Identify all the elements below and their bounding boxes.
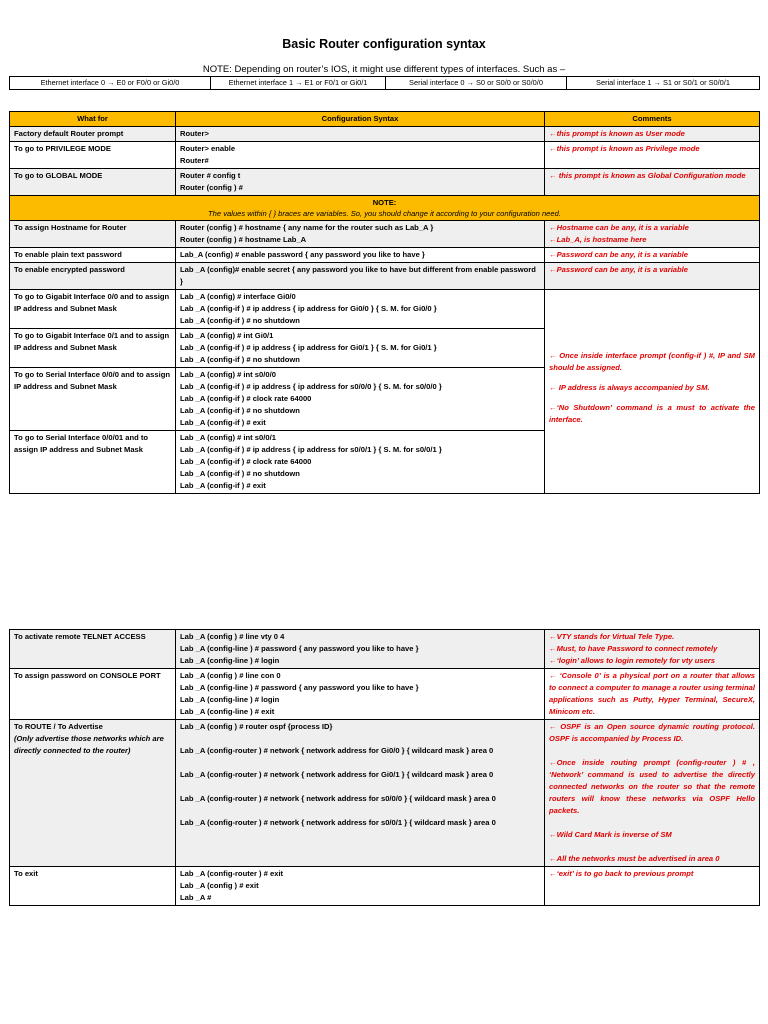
interface-cell: Serial interface 0 → S0 or S0/0 or S0/0/0 — [386, 77, 567, 90]
what-label: To go to Gigabit Interface 0/1 and to assign IP address and Subnet Mask — [14, 331, 170, 352]
what-cell — [10, 720, 176, 867]
table-row — [10, 169, 760, 196]
syntax-line: Lab _A (config) # int s0/0/0 — [180, 370, 276, 379]
what-label: To enable encrypted password — [14, 265, 125, 274]
comment-cell — [545, 169, 760, 196]
comment-line: ←Password can be any, it is a variable — [549, 265, 688, 274]
comment-line: ←‘No Shutdown’ command is a must to activate the interface. — [549, 402, 755, 424]
syntax-line: Router # config t — [180, 171, 241, 180]
syntax-line: Lab _A (config-if ) # no shutdown — [180, 406, 300, 415]
syntax-cell — [176, 329, 545, 368]
syntax-line: Lab _A (config-if ) # ip address { ip address for Gi0/1 } { S. M. for Gi0/1 } — [180, 343, 437, 352]
interface-cell: Serial interface 1 → S1 or S0/1 or S0/0/1 — [567, 77, 760, 90]
what-cell — [10, 221, 176, 248]
syntax-line: Lab _A (config-if ) # no shutdown — [180, 316, 300, 325]
table-row — [10, 248, 760, 263]
header-comments: Comments — [545, 112, 760, 127]
comment-line: ←this prompt is known as Privilege mode — [549, 144, 700, 153]
syntax-line: Lab _A (config-if ) # ip address { ip address for s0/0/1 } { S. M. for s0/0/1 } — [180, 445, 442, 454]
syntax-line — [180, 805, 540, 817]
what-cell — [10, 630, 176, 669]
comment-line: ←‘exit’ is to go back to previous prompt — [549, 869, 694, 878]
syntax-line: Router (config ) # hostname Lab_A — [180, 235, 307, 244]
syntax-cell — [176, 720, 545, 867]
syntax-line: Router (config ) # hostname { any name for the router such as Lab_A } — [180, 223, 434, 232]
comment-line: ←Password can be any, it is a variable — [549, 250, 688, 259]
what-label: To go to Gigabit Interface 0/0 and to assign IP address and Subnet Mask — [14, 292, 170, 313]
comment-line — [549, 817, 755, 829]
comment-line: ←Lab_A, is hostname here — [549, 235, 647, 244]
interface-comment-cell — [545, 290, 760, 494]
syntax-line: Lab _A (config) # int Gi0/1 — [180, 331, 274, 340]
syntax-line: Lab _A (config-if ) # exit — [180, 418, 266, 427]
syntax-cell — [176, 290, 545, 329]
comment-line: ←All the networks must be advertised in area 0 — [549, 854, 720, 863]
comment-cell — [545, 127, 760, 142]
syntax-cell — [176, 169, 545, 196]
table-row — [10, 263, 760, 290]
table-row — [10, 867, 760, 906]
table-row — [10, 127, 760, 142]
syntax-line: Lab _A (config-if ) # no shutdown — [180, 355, 300, 364]
comment-cell — [545, 669, 760, 720]
table-row — [10, 290, 760, 329]
interface-cell: Ethernet interface 0 → E0 or F0/0 or Gi0/0 — [10, 77, 211, 90]
comment-line: ← IP address is always accompanied by SM. — [549, 382, 710, 392]
syntax-cell — [176, 669, 545, 720]
table-row — [10, 221, 760, 248]
comment-line: ← ‘Console 0’ is a physical port on a router that allows to connect a computer to manage a router using terminal applications such as Putty, Hyper Terminal, SecureX, Minicom etc. — [549, 671, 755, 716]
syntax-line: Lab _A (config-if ) # ip address { ip address for s0/0/0 } { S. M. for s0/0/0 } — [180, 382, 442, 391]
what-sublabel: (Only advertise those networks which are directly connected to the router) — [14, 734, 164, 755]
comment-line: ← this prompt is known as Global Configuration mode — [549, 171, 746, 180]
what-label: To go to Serial Interface 0/0/0 and to assign IP address and Subnet Mask — [14, 370, 170, 391]
what-label: To activate remote TELNET ACCESS — [14, 632, 146, 641]
comment-line — [549, 745, 755, 757]
comment-line: ←Wild Card Mark is inverse of SM — [549, 830, 672, 839]
comment-line: ←Hostname can be any, it is a variable — [549, 223, 689, 232]
syntax-line: Router> enable — [180, 144, 236, 153]
braces-note-row — [10, 196, 760, 221]
what-label: To go to Serial Interface 0/0/01 and to assign IP address and Subnet Mask — [14, 433, 149, 454]
syntax-cell — [176, 221, 545, 248]
comment-cell — [545, 142, 760, 169]
table-row — [10, 630, 760, 669]
interface-note: NOTE: Depending on router’s IOS, it might use different types of interfaces. Such as – — [202, 64, 566, 75]
comment-line: ←‘login’ allows to login remotely for vty users — [549, 656, 715, 665]
comment-cell — [545, 263, 760, 290]
comment-cell — [545, 720, 760, 867]
interface-cell: Ethernet interface 1 → E1 or F0/1 or Gi0/1 — [211, 77, 386, 90]
what-label: Factory default Router prompt — [14, 129, 124, 138]
syntax-line: Lab _A (config-if ) # ip address { ip address for Gi0/0 } { S. M. for Gi0/0 } — [180, 304, 437, 313]
comment-line: ←Once inside routing prompt (config-router ) # , ‘Network’ command is used to advertise the directly connected networks on the router so that the remote routers will know these networks via OSPF Hello packets. — [549, 758, 755, 815]
what-label: To go to GLOBAL MODE — [14, 171, 103, 180]
syntax-line: Lab _A (config ) # router ospf {process ID} — [180, 722, 333, 731]
what-label: To ROUTE / To Advertise — [14, 722, 103, 731]
syntax-line: Lab _A (config-if ) # clock rate 64000 — [180, 457, 312, 466]
syntax-line: Router (config ) # — [180, 183, 243, 192]
what-cell — [10, 290, 176, 329]
config-table — [9, 111, 760, 494]
syntax-line: Lab _A (config-line ) # login — [180, 695, 280, 704]
what-cell — [10, 169, 176, 196]
syntax-line: Lab _A (config ) # line vty 0 4 — [180, 632, 285, 641]
syntax-line: Lab _A (config ) # line con 0 — [180, 671, 281, 680]
what-cell — [10, 248, 176, 263]
syntax-cell — [176, 630, 545, 669]
syntax-line: Lab _A (config)# enable secret { any password you like to have but different from enable password } — [180, 265, 536, 286]
syntax-line: Lab _A (config-line ) # password { any password you like to have } — [180, 644, 419, 653]
syntax-line — [180, 757, 540, 769]
comment-cell — [545, 630, 760, 669]
what-cell — [10, 263, 176, 290]
syntax-line: Lab _A (config-line ) # exit — [180, 707, 275, 716]
syntax-line — [180, 781, 540, 793]
config-table-2 — [9, 629, 760, 906]
comment-line: ←this prompt is known as User mode — [549, 129, 685, 138]
braces-note-text: The values within { } braces are variables. So, you should change it according to your configuration need. — [208, 209, 561, 218]
what-label: To assign password on CONSOLE PORT — [14, 671, 161, 680]
table-row — [10, 669, 760, 720]
syntax-line: Router# — [180, 156, 209, 165]
comment-cell — [545, 867, 760, 906]
header-what: What for — [10, 112, 176, 127]
syntax-line: Lab _A (config-router ) # exit — [180, 869, 284, 878]
what-label: To go to PRIVILEGE MODE — [14, 144, 111, 153]
syntax-cell — [176, 368, 545, 431]
table-row — [10, 142, 760, 169]
syntax-line: Router> — [180, 129, 209, 138]
syntax-line: Lab _A (config-if ) # clock rate 64000 — [180, 394, 312, 403]
interface-table — [9, 76, 760, 90]
comment-line: ←VTY stands for Virtual Tele Type. — [549, 632, 675, 641]
braces-note-title: NOTE: — [372, 198, 397, 207]
what-cell — [10, 127, 176, 142]
what-cell — [10, 368, 176, 431]
comment-cell — [545, 248, 760, 263]
syntax-line: Lab _A (config-line ) # login — [180, 656, 280, 665]
syntax-line: Lab _A (config-router ) # network { network address for s0/0/1 } { wildcard mask } area 0 — [180, 818, 496, 827]
syntax-cell — [176, 127, 545, 142]
syntax-line: Lab _A # — [180, 893, 212, 902]
syntax-line: Lab _A (config-if ) # exit — [180, 481, 266, 490]
syntax-line: Lab _A (config) # interface Gi0/0 — [180, 292, 296, 301]
what-label: To enable plain text password — [14, 250, 122, 259]
syntax-cell — [176, 867, 545, 906]
what-label: To exit — [14, 869, 38, 878]
what-cell — [10, 329, 176, 368]
comment-line: ← OSPF is an Open source dynamic routing protocol. OSPF is accompanied by Process ID. — [549, 722, 755, 743]
syntax-line: Lab _A (config-router ) # network { network address for s0/0/0 } { wildcard mask } area 0 — [180, 794, 496, 803]
syntax-line: Lab _A (config ) # exit — [180, 881, 259, 890]
what-cell — [10, 669, 176, 720]
table-row — [10, 720, 760, 867]
page-title: Basic Router configuration syntax — [282, 37, 486, 51]
syntax-line: Lab _A (config-router ) # network { network address for Gi0/1 } { wildcard mask } area 0 — [180, 770, 494, 779]
syntax-cell — [176, 248, 545, 263]
comment-line: ←Must, to have Password to connect remotely — [549, 644, 718, 653]
comment-cell — [545, 221, 760, 248]
syntax-line: Lab _A (config) # int s0/0/1 — [180, 433, 276, 442]
what-label: To assign Hostname for Router — [14, 223, 127, 232]
syntax-line: Lab _A (config-if ) # no shutdown — [180, 469, 300, 478]
syntax-line — [180, 733, 540, 745]
syntax-cell — [176, 263, 545, 290]
syntax-cell — [176, 431, 545, 494]
comment-line — [549, 841, 755, 853]
syntax-cell — [176, 142, 545, 169]
syntax-line: Lab _A (config-router ) # network { network address for Gi0/0 } { wildcard mask } area 0 — [180, 746, 494, 755]
header-syntax: Configuration Syntax — [176, 112, 545, 127]
syntax-line: Lab _A (config-line ) # password { any password you like to have } — [180, 683, 419, 692]
what-cell — [10, 867, 176, 906]
what-cell — [10, 142, 176, 169]
syntax-line: Lab_A (config) # enable password { any password you like to have } — [180, 250, 425, 259]
what-cell — [10, 431, 176, 494]
comment-line: ← Once inside interface prompt (config-if ) #, IP and SM should be assigned. — [549, 350, 755, 372]
